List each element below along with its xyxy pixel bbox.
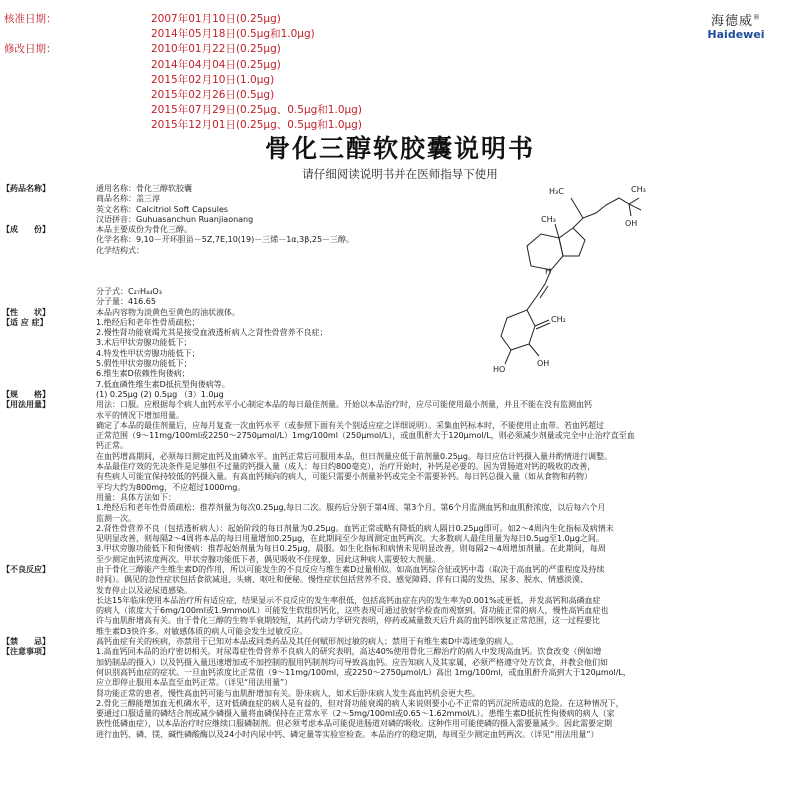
section-line: 族性低磷血症），以本品治疗时应继续口服磷制剂。但必须考虑本品可能促进肠道对磷的吸收。这种作用可能使磷的摄入需要量减少。因此需要定期 [96,719,612,729]
revision-date: 2015年07月29日(0.25μg、0.5μg和1.0μg) [151,104,362,117]
label-h3c: H₃C [549,187,564,196]
section-line: 水平的情况下增加用量。 [96,410,184,420]
section-line: 1.绝经后和老年性骨质疏松：推荐剂量为每次0.25μg,每日二次。服药后分别于第4周、第3个月、第6个月监测血钙和血肌酐浓度，以后每六个月 [96,503,606,513]
section-line: 用法：口服。应根据每个病人血钙水平小心制定本品的每日最佳剂量。开始以本品治疗时，应尽可能使用最小剂量，并且不能在没有监测血钙 [96,400,592,410]
brand-logo [684,10,788,41]
section [2,317,780,390]
revision-date: 2014年05月18日(0.5μg和1.0μg) [151,28,315,41]
revision-date: 2015年02月26日(0.5μg) [151,88,275,101]
revision-date: 2015年12月01日(0.25μg、0.5μg和1.0μg) [151,119,362,132]
section-line: 平均大约为800mg，不应超过1000mg。 [96,482,246,492]
section-line: 通用名称：骨化三醇软胶囊 [96,184,192,193]
section-line: 6.维生素D依赖性佝偻病； [96,369,190,379]
label-ch2: CH₂ [551,315,566,324]
section-line: 许与血肌酐增高有关。由于骨化三醇的生物半衰期较短，其药代动力学研究表明，停药或减量数天后升高的血钙即恢复正常范围，这一过程要比 [96,616,600,626]
section-line: 1.高血钙同本品的治疗密切相关。对尿毒症性骨营养不良病人的研究表明，高达40%使用骨化三醇治疗的病人中发现高血钙。饮食改变（例如增 [96,647,602,657]
section-line: 加奶制品的摄入）以及钙摄入量迅速增加或不加控制的服用钙制剂均可导致高血钙。应告知病人及其家属，必须严格遵守处方饮食，并教会他们如 [96,657,608,667]
revision-row [4,42,362,57]
section [2,564,780,637]
revision-row [4,58,362,73]
section-line: 肾功能正常的患者，慢性高血钙可能与血肌酐增加有关。卧床病人，如术后卧床病人发生高血钙机会更大些。 [96,688,480,698]
section-heading: 【规 格】 [2,389,50,399]
section-line: 化学名称：9,10－开环胆甾－5Z,7E,10(19)－三烯－1α,3β,25－三醇。 [96,235,355,245]
section [2,400,780,565]
label-ch3-top: CH₃ [631,185,646,194]
section-line: 2.慢性肾功能衰竭尤其是接受血液透析病人之肾性骨营养不良症； [96,328,328,338]
section-line [96,277,780,287]
section-line: 1.绝经后和老年性骨质疏松； [96,317,200,327]
section-heading: 【禁 忌】 [2,637,50,647]
section-heading: 【性 状】 [2,307,50,317]
revision-date: 2010年01月22日(0.25μg) [151,43,281,56]
revision-row [4,27,362,42]
section-line: 监测一次。 [96,513,136,523]
section-line: 正常范围（9～11mg/100ml或2250～2750μmol/L）1mg/100ml（250μmol/L），或血肌酐大于120μmol/L，则必须减少剂量或完全中止治疗直至血 [96,431,635,441]
section-line: 分子量：416.65 [96,297,156,307]
section-line: 的病人（浓度大于6mg/100ml或1.9mmol/L）可能发生软组织钙化，这些表现可通过放射学检查而观察到。肾功能正常的病人，慢性高钙血症也 [96,606,609,616]
section-line: 用量：具体方法如下： [96,492,176,502]
section-line: 本品最佳疗效的先决条件是足够但不过量的钙摄入量（成人：每日约800毫克），治疗开始时，补钙是必要的。因为胃肠道对钙的吸收的改善， [96,462,596,472]
revision-row [4,12,362,27]
section-line: 何识别高钙血症的症状。一旦血钙浓度比正常值（9～11mg/100ml，或2250～2750μmol/L）高出 1mg/100ml，或血肌酐升高到大于120μmol/L， [96,667,631,677]
section-line: 有些病人可能宜保持较低的钙摄入量。有高血钙倾向的病人，可能只需要小剂量补钙或完全不需要补钙。每日钙总摄入量（如从食物和药物） [96,472,592,482]
section-line: 本品内容物为淡黄色至黄色的油状液体。 [96,307,240,317]
section-heading: 【用法用量】 [2,400,50,410]
revision-date: 2007年01月10日(0.25μg) [151,13,281,25]
section-line: 3.甲状旁腺功能低下和佝偻病：推荐起始剂量为每日0.25μg，晨服。如生化指标和病情未见明显改善，则每隔2～4周增加剂量。在此期间，每周 [96,544,606,554]
section-line: 高钙血症有关的疾病，亦禁用于已知对本品或同类药品及其任何赋形剂过敏的病人；禁用于有维生素D中毒迹象的病人。 [96,637,519,647]
section-line: 见明显改善，则每隔2～4周将本品的每日用量增加0.25μg，在此期间至少每周测定血钙两次。大多数病人最佳用量为每日0.5μg至1.0μg之间。 [96,534,604,544]
section-line: 由于骨化三醇能产生维生素D的作用，所以可能发生的不良反应与维生素D过量相似。如高血钙综合征或钙中毒（取决于高血钙的严重程度及持续 [96,564,605,574]
section-line: 至少测定血钙浓度两次。甲状旁腺功能低下者，偶见吸收不佳现象，因此这种病人需要较大剂量。 [96,554,440,564]
revision-dates [4,12,362,134]
section-line: 英文名称：Calcitriol Soft Capsules [96,204,229,214]
label-ho-a: HO [493,365,506,374]
document-body [2,184,780,740]
section-line: 维生素D3快许多。对敏感体质的病人可能会发生过敏反应。 [96,626,308,636]
section-heading: 【适 应 症】 [2,317,48,327]
section-line: 2.骨化三醇能增加血无机磷水平，这对低磷血症的病人是有益的，但对肾功能衰竭的病人来说则要小心不正常的钙沉淀所造成的危险。在这种情况下， [96,698,624,708]
section-line: 2.肾性骨营养不良（包括透析病人）：起始阶段的每日剂量为0.25μg。血钙正常或略有降低的病人隔日0.25μg即可。如2～4周内生化指标及病情未 [96,523,614,533]
section-line: 发育停止以及泌尿道感染。 [96,585,192,595]
revision-row [4,73,362,88]
section-line: 化学结构式： [96,245,144,255]
revision-date: 2014年04月04日(0.25μg) [151,58,281,71]
label-oh-a: OH [537,359,550,368]
section-line: (1) 0.25μg (2) 0.5μg （3）1.0μg [96,389,224,399]
section-line: 4.特发性甲状旁腺功能低下； [96,348,200,358]
section-heading: 【成 份】 [2,225,50,235]
section [2,647,780,740]
revision-row [4,88,362,103]
label-h: H [545,267,552,276]
logo-chinese: 海德威® [710,13,761,29]
section-line: 商品名称：盖三淳 [96,194,160,204]
section-heading: 【注意事项】 [2,647,50,657]
section-line: 本品主要成份为骨化三醇。 [96,225,192,235]
section-line: 要通过口服适量的磷结合剂或减少磷摄入量将血磷保持在正常水平（2～5mg/100ml或0.65～1.62mmol/L）。患维生素D抵抗性佝偻病的病人（家 [96,709,615,719]
document-subtitle: 请仔细阅读说明书并在医师指导下使用 [302,167,498,181]
section-line: 应立即停止服用本品直至血钙正常。（详见“用法用量”） [96,678,293,688]
section [2,225,780,307]
section-line: 进行血钙、磷、镁、碱性磷酸酶以及24小时内尿中钙、磷定量等实验室检查。本品治疗的稳定期，每周至少测定血钙两次。（详见“用法用量”） [96,729,599,739]
section-line [96,266,780,276]
section-heading: 【药品名称】 [2,184,50,193]
section-line: 5.假性甲状旁腺功能低下； [96,359,192,369]
label-oh-top: OH [625,219,638,228]
section-line: 在血钙增高期间，必须每日测定血钙及血磷水平。血钙正常后可服用本品，但日剂量应低于前剂量0.25μg。每日应估计钙摄入量并酌情进行调整。 [96,451,612,461]
section-line: 3.术后甲状旁腺功能低下； [96,338,192,348]
section [2,389,780,400]
label-ch3-ring: CH₃ [541,215,556,224]
section-line: 汉语拼音：Guhuasanchun Ruanjiaonang [96,214,254,224]
section [2,637,780,647]
section [2,184,780,225]
revision-row [4,103,362,118]
document-title: 骨化三醇软胶囊说明书 [264,134,535,163]
section-line: 7.低血磷性维生素D抵抗型佝偻病等。 [96,379,230,389]
section [2,307,780,318]
section-line [96,256,780,266]
section-line: 时间）。偶见的急性症状包括食欲减退、头痛、呕吐和便秘。慢性症状包括营养不良、感觉障碍、伴有口渴的发热、尿多、脱水、情感淡漠、 [96,575,588,585]
section-heading: 【不良反应】 [2,564,50,574]
revision-label: 修改日期： [4,43,57,56]
section-line: 钙正常。 [96,441,128,451]
revision-date: 2015年02月10日(1.0μg) [151,73,275,86]
revision-label: 核准日期： [4,13,57,25]
logo-english: Haidewei [707,28,765,41]
section-line: 分子式：C₂₇H₄₄O₃ [96,286,162,296]
section-line: 确定了本品的最佳剂量后，应每月复查一次血钙水平（或参照下面有关个别适应症之详细说明）。采集血钙标本时，不能使用止血带。若血钙超过 [96,420,604,430]
section-line: 长达15年临床使用本品治疗所有适应症，结果显示不良反应的发生率很低，包括高钙血症在内的发生率为0.001%或更低，并发高钙和高磷血症 [96,595,601,605]
